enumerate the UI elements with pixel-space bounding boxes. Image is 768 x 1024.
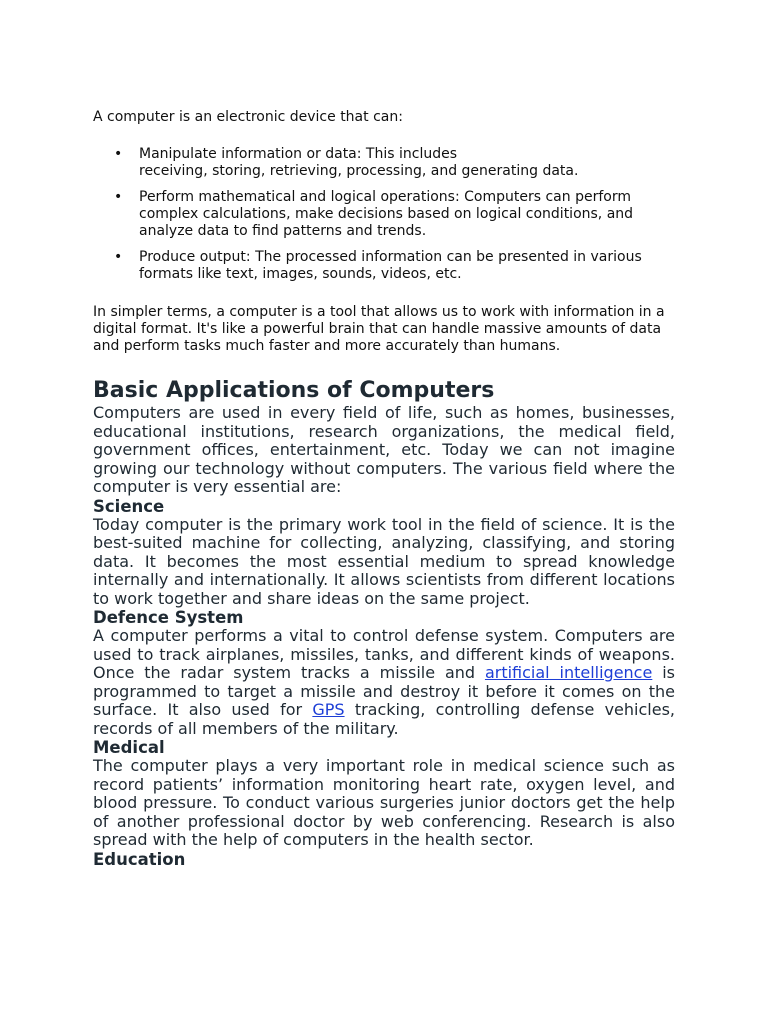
list-item-text: Perform mathematical and logical operations: Computers can perform complex calculations, make decisions based on logical conditions, and analyze data to find patterns and trends. xyxy=(139,189,634,239)
section-heading-science: Science xyxy=(93,496,165,516)
intro-lead: A computer is an electronic device that can: xyxy=(93,109,403,125)
bullet-icon: • xyxy=(114,249,123,265)
section-heading-education: Education xyxy=(93,849,186,869)
bullet-icon: • xyxy=(114,146,123,162)
list-item xyxy=(114,146,675,180)
artificial-intelligence-link[interactable]: artificial intelligence xyxy=(484,663,653,682)
article-heading: Basic Applications of Computers xyxy=(93,378,495,403)
section-body-science: Today computer is the primary work tool in the field of science. It is the best-suited machine for collecting, analyzing, classifying, and storing data. It becomes the most essential medium to spread knowledge internally and internationally. It allows scientists from different locations to work together and share ideas on the same project. xyxy=(93,514,675,608)
list-item-text: Produce output: The processed information can be presented in various formats like text, images, sounds, videos, etc. xyxy=(139,249,642,282)
document-page xyxy=(93,109,675,869)
section-heading-defence: Defence System xyxy=(93,608,244,627)
section-body-medical: The computer plays a very important role in medical science such as record patients’ information monitoring heart rate, oxygen level, and blood pressure. To conduct various surgeries junior doctors get the help of another professional doctor by web conferencing. Research is also spread with the help of computers in the health sector. xyxy=(93,756,675,849)
bullet-icon: • xyxy=(114,189,123,205)
simpler-terms-paragraph: In simpler terms, a computer is a tool that allows us to work with information in a digital format. It's like a powerful brain that can handle massive amounts of data and perform tasks much faster and more accurately than humans. xyxy=(93,304,665,354)
list-item xyxy=(114,249,675,283)
list-item xyxy=(114,189,675,240)
article-intro: Computers are used in every field of life, such as homes, businesses, educational institutions, research organizations, the medical field, government offices, entertainment, etc. Today we can not imagine growing our technology without computers. The various field where the computer is very essential are: xyxy=(93,403,675,496)
section-body-defence: A computer performs a vital to control defense system. Computers are used to track airplanes, missiles, tanks, and different kinds of weapons. Once the radar system tracks a missile and artificial intelligence is programmed to target a missile and destroy it before it comes on the surface. It also used for GPS tracking, controlling defense vehicles, records of all members of the military. xyxy=(93,626,676,738)
gps-link[interactable]: GPS xyxy=(312,700,345,719)
capabilities-list xyxy=(93,146,675,283)
list-item-text: Manipulate information or data: This includes receiving, storing, retrieving, processing, and generating data. xyxy=(139,146,579,179)
section-heading-medical: Medical xyxy=(93,738,165,757)
